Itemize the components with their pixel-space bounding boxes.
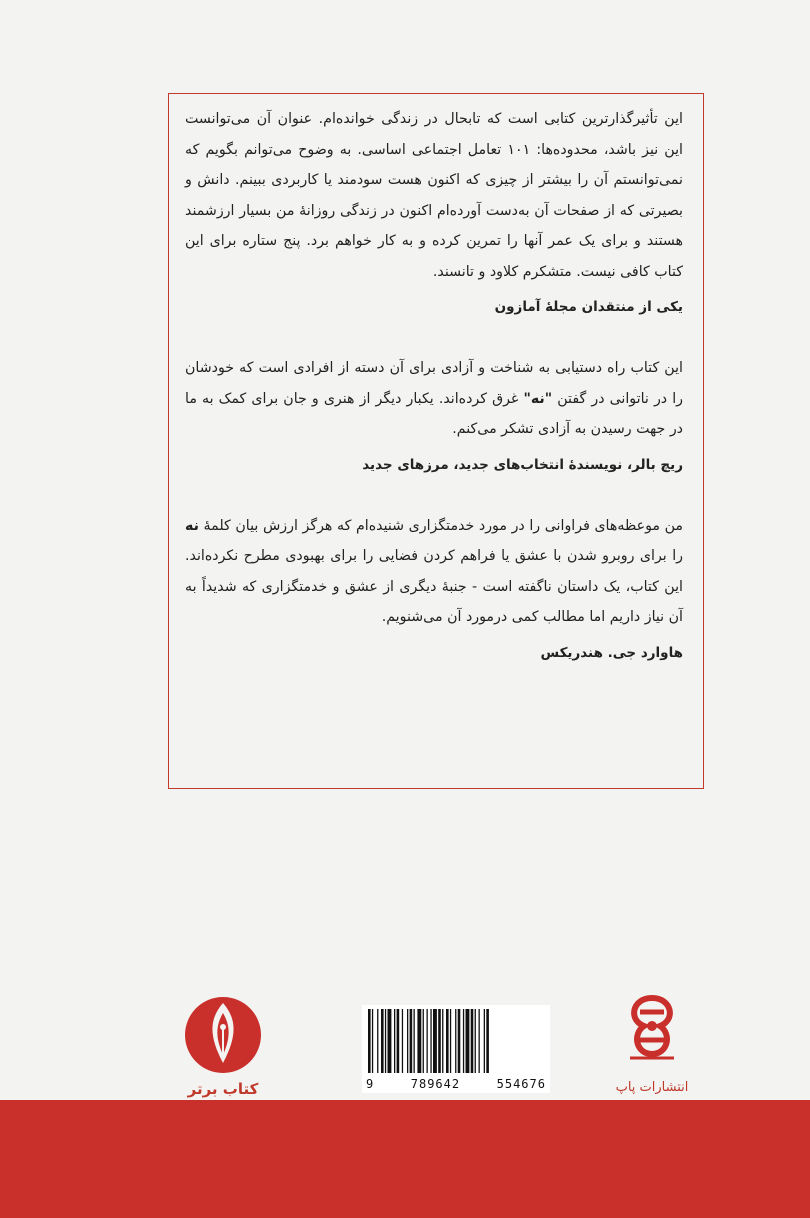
- barcode-bar: [410, 1009, 413, 1073]
- quote-text: این کتاب راه دستیابی به شناخت و آزادی برای آن دسته از افرادی است که خودشان را در ناتوانی در گفتن: [185, 360, 683, 407]
- review-quote: این تأثیرگذارترین کتابی است که تابحال در زندگی خوانده‌ام. عنوان آن می‌توانست این نیز باشد، محدوده‌ها: ۱۰۱ تعامل اجتماعی اساسی. به وضوح می‌توانم بگویم که نمی‌توانستم آن را بیشتر از چیزی که اکنون هست سودمند یا کاربردی ببینم. دانش و بصیرتی که از صفحات آن به‌دست آورده‌ام اکنون در زندگی روزانهٔ من بسیار ارزشمند هستند و برای یک عمر آنها را تمرین کرده و به کار خواهم برد. پنج ستاره برای این کتاب کافی نیست. متشکرم کلاود و تانسند.: [185, 111, 683, 280]
- barcode-bar: [455, 1009, 456, 1073]
- quote-text: من موعظه‌های فراوانی را در مورد خدمتگزاری شنیده‌ام که هرگز ارزش بیان کلمهٔ: [198, 517, 683, 534]
- barcode-bar: [394, 1009, 395, 1073]
- review-author: ریچ بالر، نویسندهٔ انتخاب‌های جدید، مرزهای جدید: [362, 456, 683, 473]
- barcode-bar: [381, 1009, 384, 1073]
- barcode-bar: [402, 1009, 403, 1073]
- ketab-bartar-logo: [173, 993, 273, 1098]
- logo-caption: کتاب برتر: [187, 1080, 259, 1098]
- quote-text: غرق کرده‌اند. یکبار دیگر از هنری و جان برای کمک به ما در جهت رسیدن به آزادی تشکر می‌کنم.: [185, 390, 683, 437]
- barcode-bar: [471, 1009, 474, 1073]
- publisher-logo: [592, 990, 712, 1095]
- barcode-bar: [372, 1009, 373, 1073]
- barcode-bar: [450, 1009, 451, 1073]
- barcode-bar: [427, 1009, 428, 1073]
- quote-emphasis: "نه": [523, 390, 553, 407]
- barcode-digit-group: 789642: [410, 1077, 461, 1091]
- barcode-bar: [377, 1009, 378, 1073]
- review-1: [185, 104, 683, 319]
- review-2: [185, 353, 683, 477]
- isbn-barcode: [362, 1005, 550, 1093]
- barcode-bar: [407, 1009, 408, 1073]
- barcode-bar: [430, 1009, 431, 1073]
- review-quote: [185, 353, 683, 445]
- barcode-bar: [414, 1009, 415, 1073]
- publisher-emblem-icon: [592, 990, 712, 1072]
- barcode-bar: [385, 1009, 386, 1073]
- review-quote: [185, 511, 683, 633]
- barcode-digits: [366, 1077, 546, 1091]
- barcode-bar: [433, 1009, 437, 1073]
- barcode-bar: [438, 1009, 441, 1073]
- barcode-bar: [368, 1009, 371, 1073]
- barcode-bar: [446, 1009, 449, 1073]
- barcode-bar: [484, 1009, 485, 1073]
- review-author: هاوارد جی. هندریکس: [540, 644, 683, 661]
- barcode-bar: [458, 1009, 461, 1073]
- barcode-bar: [486, 1009, 489, 1073]
- barcode-bar: [442, 1009, 443, 1073]
- barcode-bar: [417, 1009, 421, 1073]
- barcode-bar: [388, 1009, 392, 1073]
- reviews-panel: [168, 93, 704, 789]
- barcode-bar: [479, 1009, 480, 1073]
- barcode-bar: [423, 1009, 424, 1073]
- pen-nib-icon: [173, 993, 273, 1075]
- quote-text: را برای روبرو شدن با عشق یا فراهم کردن فضایی را برای بهبودی مطرح نکرده‌اند. این کتاب، یک داستان ناگفته است - جنبهٔ دیگری از عشق و خدمتگزاری که شدیداً به آن نیاز داریم اما مطالب کمی درمورد آن می‌شنویم.: [185, 548, 683, 625]
- review-3: [185, 511, 683, 665]
- barcode-digit-group: 554676: [496, 1077, 546, 1091]
- barcode-bar: [466, 1009, 470, 1073]
- barcode-bar: [475, 1009, 476, 1073]
- quote-emphasis: نه: [185, 517, 199, 534]
- footer-band: [0, 1100, 810, 1218]
- review-author: یکی از منتقدان مجلهٔ آمازون: [494, 299, 683, 315]
- logo-caption: انتشارات پاپ: [615, 1080, 689, 1095]
- barcode-bar: [397, 1009, 400, 1073]
- barcode-digit-group: 9: [366, 1077, 375, 1091]
- barcode-bar: [463, 1009, 464, 1073]
- barcode-bars: [368, 1009, 544, 1073]
